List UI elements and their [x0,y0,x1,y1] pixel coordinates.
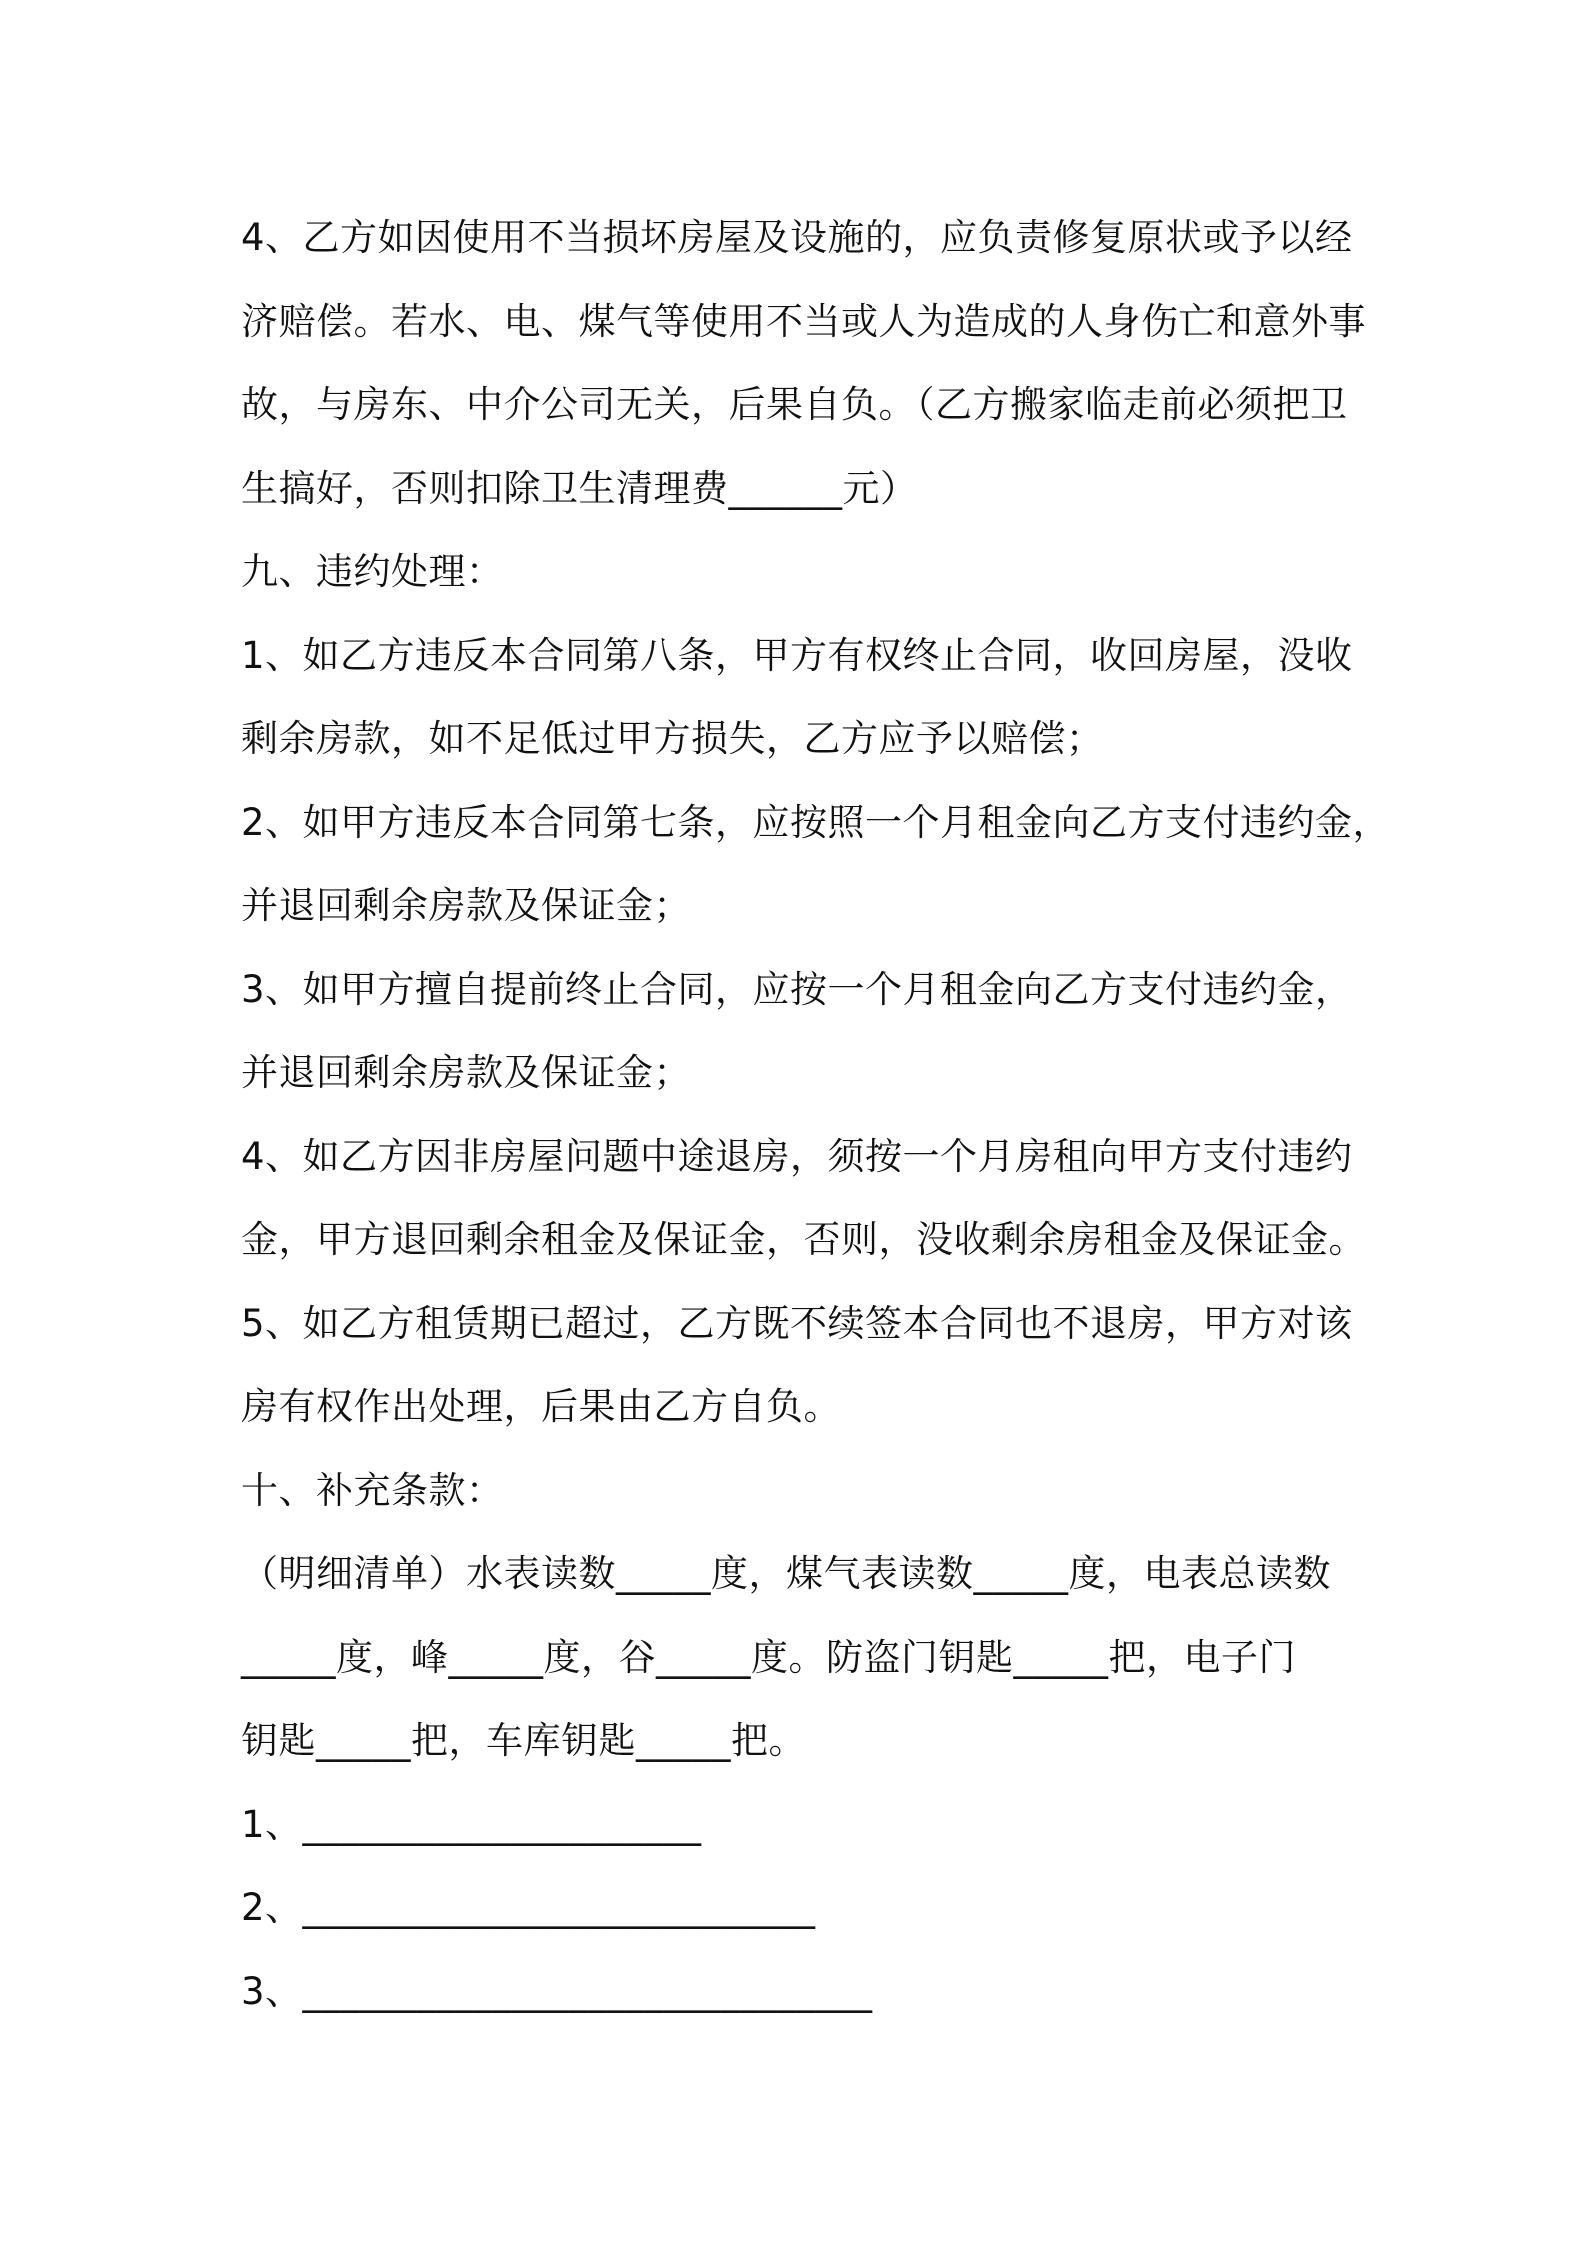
text-line: 5、如乙方租赁期已超过，乙方既不续签本合同也不退房，甲方对该 [241,1301,1353,1345]
text-line: 钥匙_____把，车库钥匙_____把。 [241,1719,806,1762]
blank-clause-line: 3、______________________________ [241,1969,873,2013]
text-line: 4、如乙方因非房屋问题中途退房，须按一个月房租向甲方支付违约 [241,1134,1353,1178]
text-line: 2、如甲方违反本合同第七条，应按照一个月租金向乙方支付违约金， [241,800,1391,844]
blank-clause-line: 1、_____________________ [241,1802,702,1846]
text-line: _____度，峰_____度，谷_____度。防盗门钥匙_____把，电子门 [241,1635,1296,1679]
text-line: 1、如乙方违反本合同第八条，甲方有权终止合同，收回房屋，没收 [241,633,1353,677]
text-line: 4、乙方如因使用不当损坏房屋及设施的，应负责修复原状或予以经 [241,216,1353,259]
contract-text [241,196,1391,2033]
text-line: 济赔偿。若水、电、煤气等使用不当或人为造成的人身伤亡和意外事 [241,299,1366,343]
text-line: （明细清单）水表读数_____度，煤气表读数_____度，电表总读数 [241,1552,1331,1595]
text-line: 房有权作出处理，后果由乙方自负。 [241,1385,841,1428]
text-line: 并退回剩余房款及保证金； [241,884,691,927]
text-line: 生搞好，否则扣除卫生清理费______元） [241,466,918,510]
text-line: 故，与房东、中介公司无关，后果自负。（乙方搬家临走前必须把卫 [241,383,1348,426]
section-heading: 十、补充条款： [241,1468,504,1512]
text-line: 3、如甲方擅自提前终止合同，应按一个月租金向乙方支付违约金， [241,967,1353,1011]
text-line: 金，甲方退回剩余租金及保证金，否则，没收剩余房租金及保证金。 [241,1218,1366,1261]
blank-clause-line: 2、___________________________ [241,1886,816,1929]
section-heading: 九、违约处理： [241,550,504,593]
text-line: 并退回剩余房款及保证金； [241,1051,691,1094]
text-line: 剩余房款，如不足低过甲方损失，乙方应予以赔偿； [241,717,1104,760]
